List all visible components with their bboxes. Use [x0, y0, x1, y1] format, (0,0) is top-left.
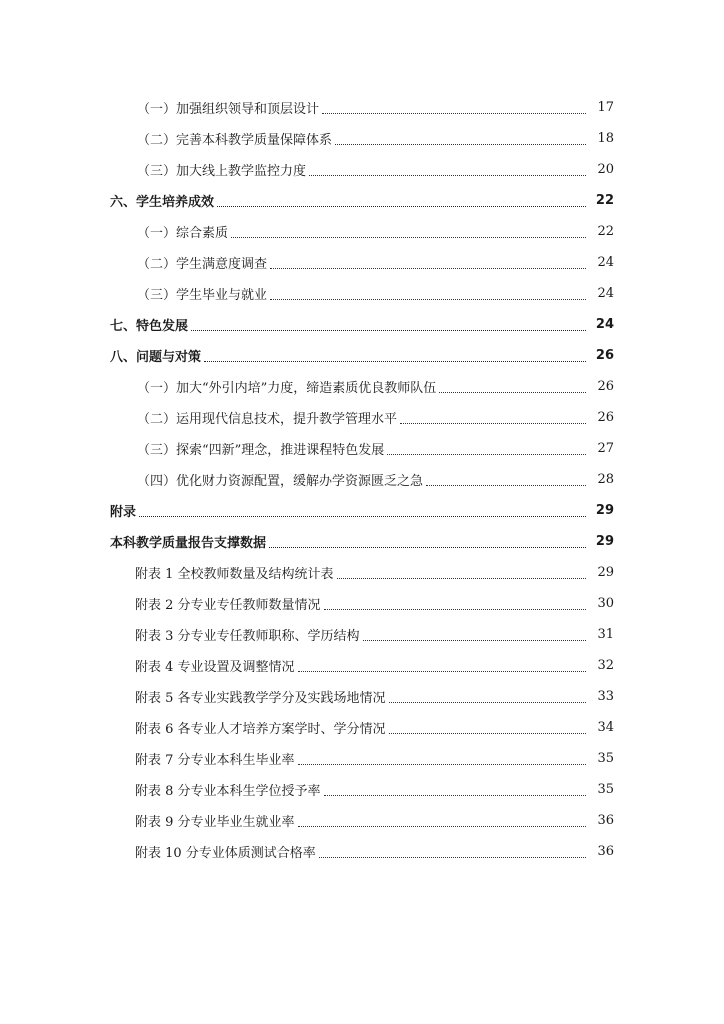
- table-of-contents: [0, 92, 724, 867]
- toc-chapter-page: 26: [595, 348, 614, 363]
- toc-entry-title: 附表 2 分专业专任教师数量情况: [135, 598, 321, 613]
- toc-entry-page: 36: [597, 813, 614, 828]
- toc-chapter-entry[interactable]: [0, 526, 724, 557]
- toc-entry-title: 附表 10 分专业体质测试合格率: [135, 846, 316, 861]
- dot-leader: [270, 267, 586, 269]
- toc-entry-page: 35: [597, 782, 614, 797]
- toc-chapter-entry[interactable]: [0, 309, 724, 340]
- toc-appendix-entry[interactable]: [0, 681, 724, 712]
- dot-leader: [335, 143, 586, 145]
- toc-entry-page: 17: [597, 100, 614, 115]
- toc-entry[interactable]: [0, 371, 724, 402]
- toc-chapter-page: 29: [595, 534, 614, 549]
- dot-leader: [389, 732, 586, 734]
- dot-leader: [231, 236, 586, 238]
- toc-chapter-entry[interactable]: [0, 185, 724, 216]
- toc-entry-page: 26: [597, 379, 614, 394]
- toc-entry[interactable]: [0, 154, 724, 185]
- toc-chapter-title: 七、特色发展: [110, 319, 189, 334]
- toc-entry-title: 附表 7 分专业本科生毕业率: [135, 753, 295, 768]
- dot-leader: [139, 515, 586, 517]
- toc-entry-title: （一）加大“外引内培”力度，缔造素质优良教师队伍: [137, 381, 437, 396]
- toc-entry-title: （三）学生毕业与就业: [137, 288, 268, 303]
- toc-entry-title: 附表 1 全校教师数量及结构统计表: [135, 567, 334, 582]
- toc-entry[interactable]: [0, 402, 724, 433]
- toc-chapter-title: 八、问题与对策: [110, 350, 202, 365]
- toc-entry-page: 20: [597, 162, 614, 177]
- toc-entry[interactable]: [0, 92, 724, 123]
- toc-entry-page: 28: [597, 472, 614, 487]
- toc-entry-page: 33: [597, 689, 614, 704]
- toc-entry-page: 27: [597, 441, 614, 456]
- toc-entry-title: 附表 5 各专业实践教学学分及实践场地情况: [135, 691, 386, 706]
- toc-entry-title: 附表 9 分专业毕业生就业率: [135, 815, 295, 830]
- toc-entry[interactable]: [0, 247, 724, 278]
- toc-chapter-page: 29: [595, 503, 614, 518]
- toc-chapter-page: 22: [595, 193, 614, 208]
- dot-leader: [387, 453, 586, 455]
- toc-appendix-entry[interactable]: [0, 588, 724, 619]
- dot-leader: [324, 794, 586, 796]
- toc-appendix-entry[interactable]: [0, 650, 724, 681]
- dot-leader: [439, 391, 586, 393]
- toc-chapter-title: 本科教学质量报告支撑数据: [110, 536, 267, 551]
- toc-entry-page: 24: [597, 286, 614, 301]
- toc-entry-title: 附表 4 专业设置及调整情况: [135, 660, 295, 675]
- toc-entry-title: （二）学生满意度调查: [137, 257, 268, 272]
- toc-entry-title: （三）探索“四新”理念，推进课程特色发展: [137, 443, 385, 458]
- dot-leader: [298, 763, 586, 765]
- toc-appendix-entry[interactable]: [0, 774, 724, 805]
- dot-leader: [426, 484, 586, 486]
- toc-chapter-title: 附录: [110, 505, 137, 520]
- toc-appendix-entry[interactable]: [0, 557, 724, 588]
- toc-entry-page: 34: [597, 720, 614, 735]
- toc-entry[interactable]: [0, 216, 724, 247]
- toc-entry-page: 18: [597, 131, 614, 146]
- toc-entry-title: （四）优化财力资源配置，缓解办学资源匮乏之急: [137, 474, 424, 489]
- dot-leader: [217, 205, 586, 207]
- toc-entry[interactable]: [0, 123, 724, 154]
- dot-leader: [298, 825, 586, 827]
- toc-entry-title: 附表 8 分专业本科生学位授予率: [135, 784, 321, 799]
- toc-appendix-entry[interactable]: [0, 619, 724, 650]
- toc-entry-page: 29: [597, 565, 614, 580]
- dot-leader: [363, 639, 586, 641]
- dot-leader: [309, 174, 586, 176]
- dot-leader: [298, 670, 586, 672]
- dot-leader: [324, 608, 586, 610]
- toc-entry-title: （二）运用现代信息技术，提升教学管理水平: [137, 412, 398, 427]
- toc-entry-title: （三）加大线上教学监控力度: [137, 164, 307, 179]
- dot-leader: [269, 546, 586, 548]
- toc-chapter-entry[interactable]: [0, 495, 724, 526]
- toc-entry-page: 32: [597, 658, 614, 673]
- toc-entry-page: 30: [597, 596, 614, 611]
- toc-appendix-entry[interactable]: [0, 836, 724, 867]
- toc-appendix-entry[interactable]: [0, 743, 724, 774]
- toc-entry-title: （二）完善本科教学质量保障体系: [137, 133, 333, 148]
- dot-leader: [270, 298, 586, 300]
- toc-entry-title: 附表 6 各专业人才培养方案学时、学分情况: [135, 722, 386, 737]
- toc-appendix-entry[interactable]: [0, 805, 724, 836]
- toc-entry-page: 31: [597, 627, 614, 642]
- toc-entry[interactable]: [0, 464, 724, 495]
- dot-leader: [191, 329, 586, 331]
- toc-appendix-entry[interactable]: [0, 712, 724, 743]
- dot-leader: [319, 856, 586, 858]
- toc-entry-title: （一）加强组织领导和顶层设计: [137, 102, 320, 117]
- toc-entry[interactable]: [0, 433, 724, 464]
- toc-entry-page: 35: [597, 751, 614, 766]
- toc-entry-title: 附表 3 分专业专任教师职称、学历结构: [135, 629, 360, 644]
- toc-chapter-entry[interactable]: [0, 340, 724, 371]
- toc-entry-title: （一）综合素质: [137, 226, 229, 241]
- dot-leader: [389, 701, 586, 703]
- toc-entry[interactable]: [0, 278, 724, 309]
- toc-chapter-page: 24: [595, 317, 614, 332]
- dot-leader: [204, 360, 586, 362]
- dot-leader: [337, 577, 586, 579]
- dot-leader: [322, 112, 586, 114]
- toc-entry-page: 36: [597, 844, 614, 859]
- toc-entry-page: 24: [597, 255, 614, 270]
- toc-chapter-title: 六、学生培养成效: [110, 195, 215, 210]
- toc-entry-page: 22: [597, 224, 614, 239]
- dot-leader: [400, 422, 586, 424]
- toc-entry-page: 26: [597, 410, 614, 425]
